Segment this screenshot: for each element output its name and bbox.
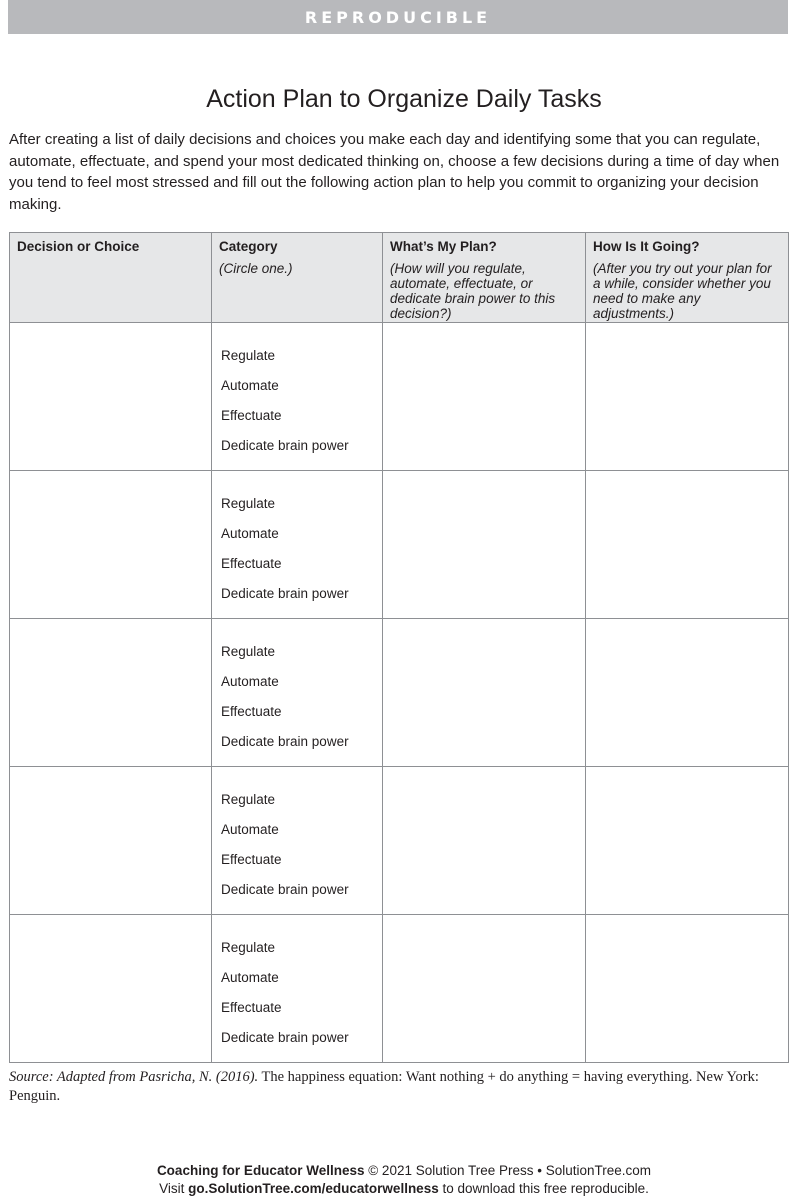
decision-cell[interactable] (10, 915, 212, 1063)
header-progress-label: How Is It Going? (593, 239, 700, 254)
page-title: Action Plan to Organize Daily Tasks (206, 84, 602, 113)
category-option-automate[interactable]: Automate (221, 378, 279, 393)
header-plan-label: What’s My Plan? (390, 239, 497, 254)
progress-cell[interactable] (586, 471, 789, 619)
category-cell (212, 323, 383, 471)
table-row (10, 767, 789, 915)
footer-url-link[interactable]: go.SolutionTree.com/educatorwellness (188, 1181, 439, 1196)
plan-cell[interactable] (383, 915, 586, 1063)
category-option-regulate[interactable]: Regulate (221, 348, 276, 363)
intro-paragraph: After creating a list of daily decisions and choices you make each day and identifying some that you can regulate, automate, effectuate, and spend your most dedicated thinking on, choose a few decisions during a time of day when you tend to feel most stressed and fill out the following action plan to help you commit to organizing your decision making. (9, 131, 780, 213)
plan-cell[interactable] (383, 471, 586, 619)
footer-book-title: Coaching for Educator Wellness (156, 1163, 365, 1178)
category-option-effectuate[interactable]: Effectuate (221, 852, 282, 867)
page-footer (0, 1162, 808, 1198)
table-row (10, 471, 789, 619)
table-header-row (10, 233, 789, 323)
category-option-effectuate[interactable]: Effectuate (221, 704, 282, 719)
footer-tail: to download this free reproducible. (438, 1181, 649, 1196)
table-row (10, 915, 789, 1063)
plan-cell[interactable] (383, 767, 586, 915)
category-option-automate[interactable]: Automate (221, 526, 279, 541)
category-option-dedicate[interactable]: Dedicate brain power (221, 586, 349, 601)
decision-cell[interactable] (10, 619, 212, 767)
category-option-automate[interactable]: Automate (221, 674, 279, 689)
table-row (10, 323, 789, 471)
category-cell (212, 619, 383, 767)
category-option-automate[interactable]: Automate (221, 970, 279, 985)
reproducible-banner: REPRODUCIBLE (8, 0, 788, 34)
progress-cell[interactable] (586, 323, 789, 471)
category-option-automate[interactable]: Automate (221, 822, 279, 837)
progress-cell[interactable] (586, 915, 789, 1063)
header-decision (10, 233, 212, 323)
header-decision-label: Decision or Choice (17, 239, 140, 254)
header-category-note: (Circle one.) (219, 261, 293, 276)
category-option-effectuate[interactable]: Effectuate (221, 1000, 282, 1015)
category-option-regulate[interactable]: Regulate (221, 644, 276, 659)
progress-cell[interactable] (586, 767, 789, 915)
decision-cell[interactable] (10, 323, 212, 471)
source-citation (9, 1068, 799, 1106)
decision-cell[interactable] (10, 471, 212, 619)
plan-cell[interactable] (383, 323, 586, 471)
plan-cell[interactable] (383, 619, 586, 767)
header-category (212, 233, 383, 323)
decision-cell[interactable] (10, 767, 212, 915)
header-progress-note: (After you try out your plan for a while, consider whether you need to make any adjustments.) (593, 261, 772, 321)
header-progress (586, 233, 789, 323)
category-option-effectuate[interactable]: Effectuate (221, 556, 282, 571)
header-plan (383, 233, 586, 323)
table-row (10, 619, 789, 767)
footer-copyright: © 2021 Solution Tree Press • SolutionTree.com (364, 1163, 652, 1178)
category-option-dedicate[interactable]: Dedicate brain power (221, 1030, 349, 1045)
category-option-dedicate[interactable]: Dedicate brain power (221, 438, 349, 453)
action-plan-table (9, 232, 789, 1063)
header-category-label: Category (219, 239, 278, 254)
category-cell (212, 471, 383, 619)
source-citation-text: The happiness equation: Want nothing + do anything = having everything. New York: Penguin. (9, 1069, 759, 1104)
category-option-dedicate[interactable]: Dedicate brain power (221, 734, 349, 749)
header-plan-note: (How will you regulate, automate, effectuate, or dedicate brain power to this decision?) (390, 261, 556, 321)
footer-visit: Visit (159, 1181, 189, 1196)
category-option-dedicate[interactable]: Dedicate brain power (221, 882, 349, 897)
category-cell (212, 915, 383, 1063)
source-citation-label: Source: Adapted from Pasricha, N. (2016). (9, 1069, 259, 1085)
category-option-effectuate[interactable]: Effectuate (221, 408, 282, 423)
category-option-regulate[interactable]: Regulate (221, 496, 276, 511)
category-option-regulate[interactable]: Regulate (221, 792, 276, 807)
category-cell (212, 767, 383, 915)
category-option-regulate[interactable]: Regulate (221, 940, 276, 955)
progress-cell[interactable] (586, 619, 789, 767)
footer-line-1 (0, 1162, 808, 1180)
footer-line-2 (0, 1180, 808, 1198)
